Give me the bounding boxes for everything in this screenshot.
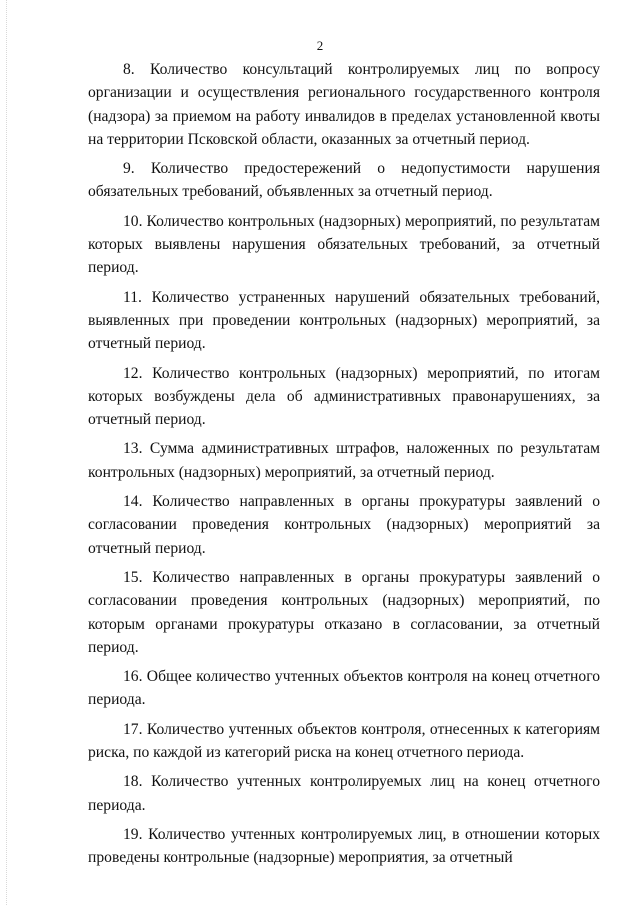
list-item-13: 13. Сумма административных штрафов, наложенных по результатам контрольных (надзорных) мероприятий, за отчетный период. bbox=[88, 440, 600, 481]
page-number: 2 bbox=[316, 38, 324, 53]
list-item-18: 18. Количество учтенных контролируемых лиц на конец отчетного периода. bbox=[88, 773, 600, 814]
list-item-9: 9. Количество предостережений о недопустимости нарушения обязательных требований, объявленных за отчетный период. bbox=[88, 160, 600, 201]
list-item-14: 14. Количество направленных в органы прокуратуры заявлений о согласовании проведения контрольных (надзорных) мероприятий за отчетный период. bbox=[88, 493, 600, 557]
list-item-11: 11. Количество устраненных нарушений обязательных требований, выявленных при проведении контрольных (надзорных) мероприятий, за отчетный период. bbox=[88, 288, 600, 353]
list-item-16: 16. Общее количество учтенных объектов контроля на конец отчетного периода. bbox=[88, 668, 600, 709]
list-item-10: 10. Количество контрольных (надзорных) мероприятий, по результатам которых выявлены нарушения обязательных требований, за отчетный период. bbox=[88, 212, 600, 277]
list-item-15: 15. Количество направленных в органы прокуратуры заявлений о согласовании проведения контрольных (надзорных) мероприятий, по которым органами прокуратуры отказано в согласовании, за отчетный период. bbox=[88, 568, 600, 656]
list-item-17: 17. Количество учтенных объектов контроля, отнесенных к категориям риска, по каждой из категорий риска на конец отчетного периода. bbox=[88, 720, 600, 762]
scan-edge-mark bbox=[6, 0, 8, 905]
list-item-12: 12. Количество контрольных (надзорных) мероприятий, по итогам которых возбуждены дела об административных правонарушениях, за отчетный период. bbox=[88, 364, 600, 429]
list-item-19: 19. Количество учтенных контролируемых лиц, в отношении которых проведены контрольные (надзорные) мероприятия, за отчетный bbox=[88, 825, 600, 867]
document-body bbox=[88, 58, 600, 876]
list-item-8: 8. Количество консультаций контролируемых лиц по вопросу организации и осуществления регионального государственного контроля (надзора) за приемом на работу инвалидов в пределах установленной квоты на территории Псковской области, оказанных за отчетный период. bbox=[88, 61, 600, 148]
